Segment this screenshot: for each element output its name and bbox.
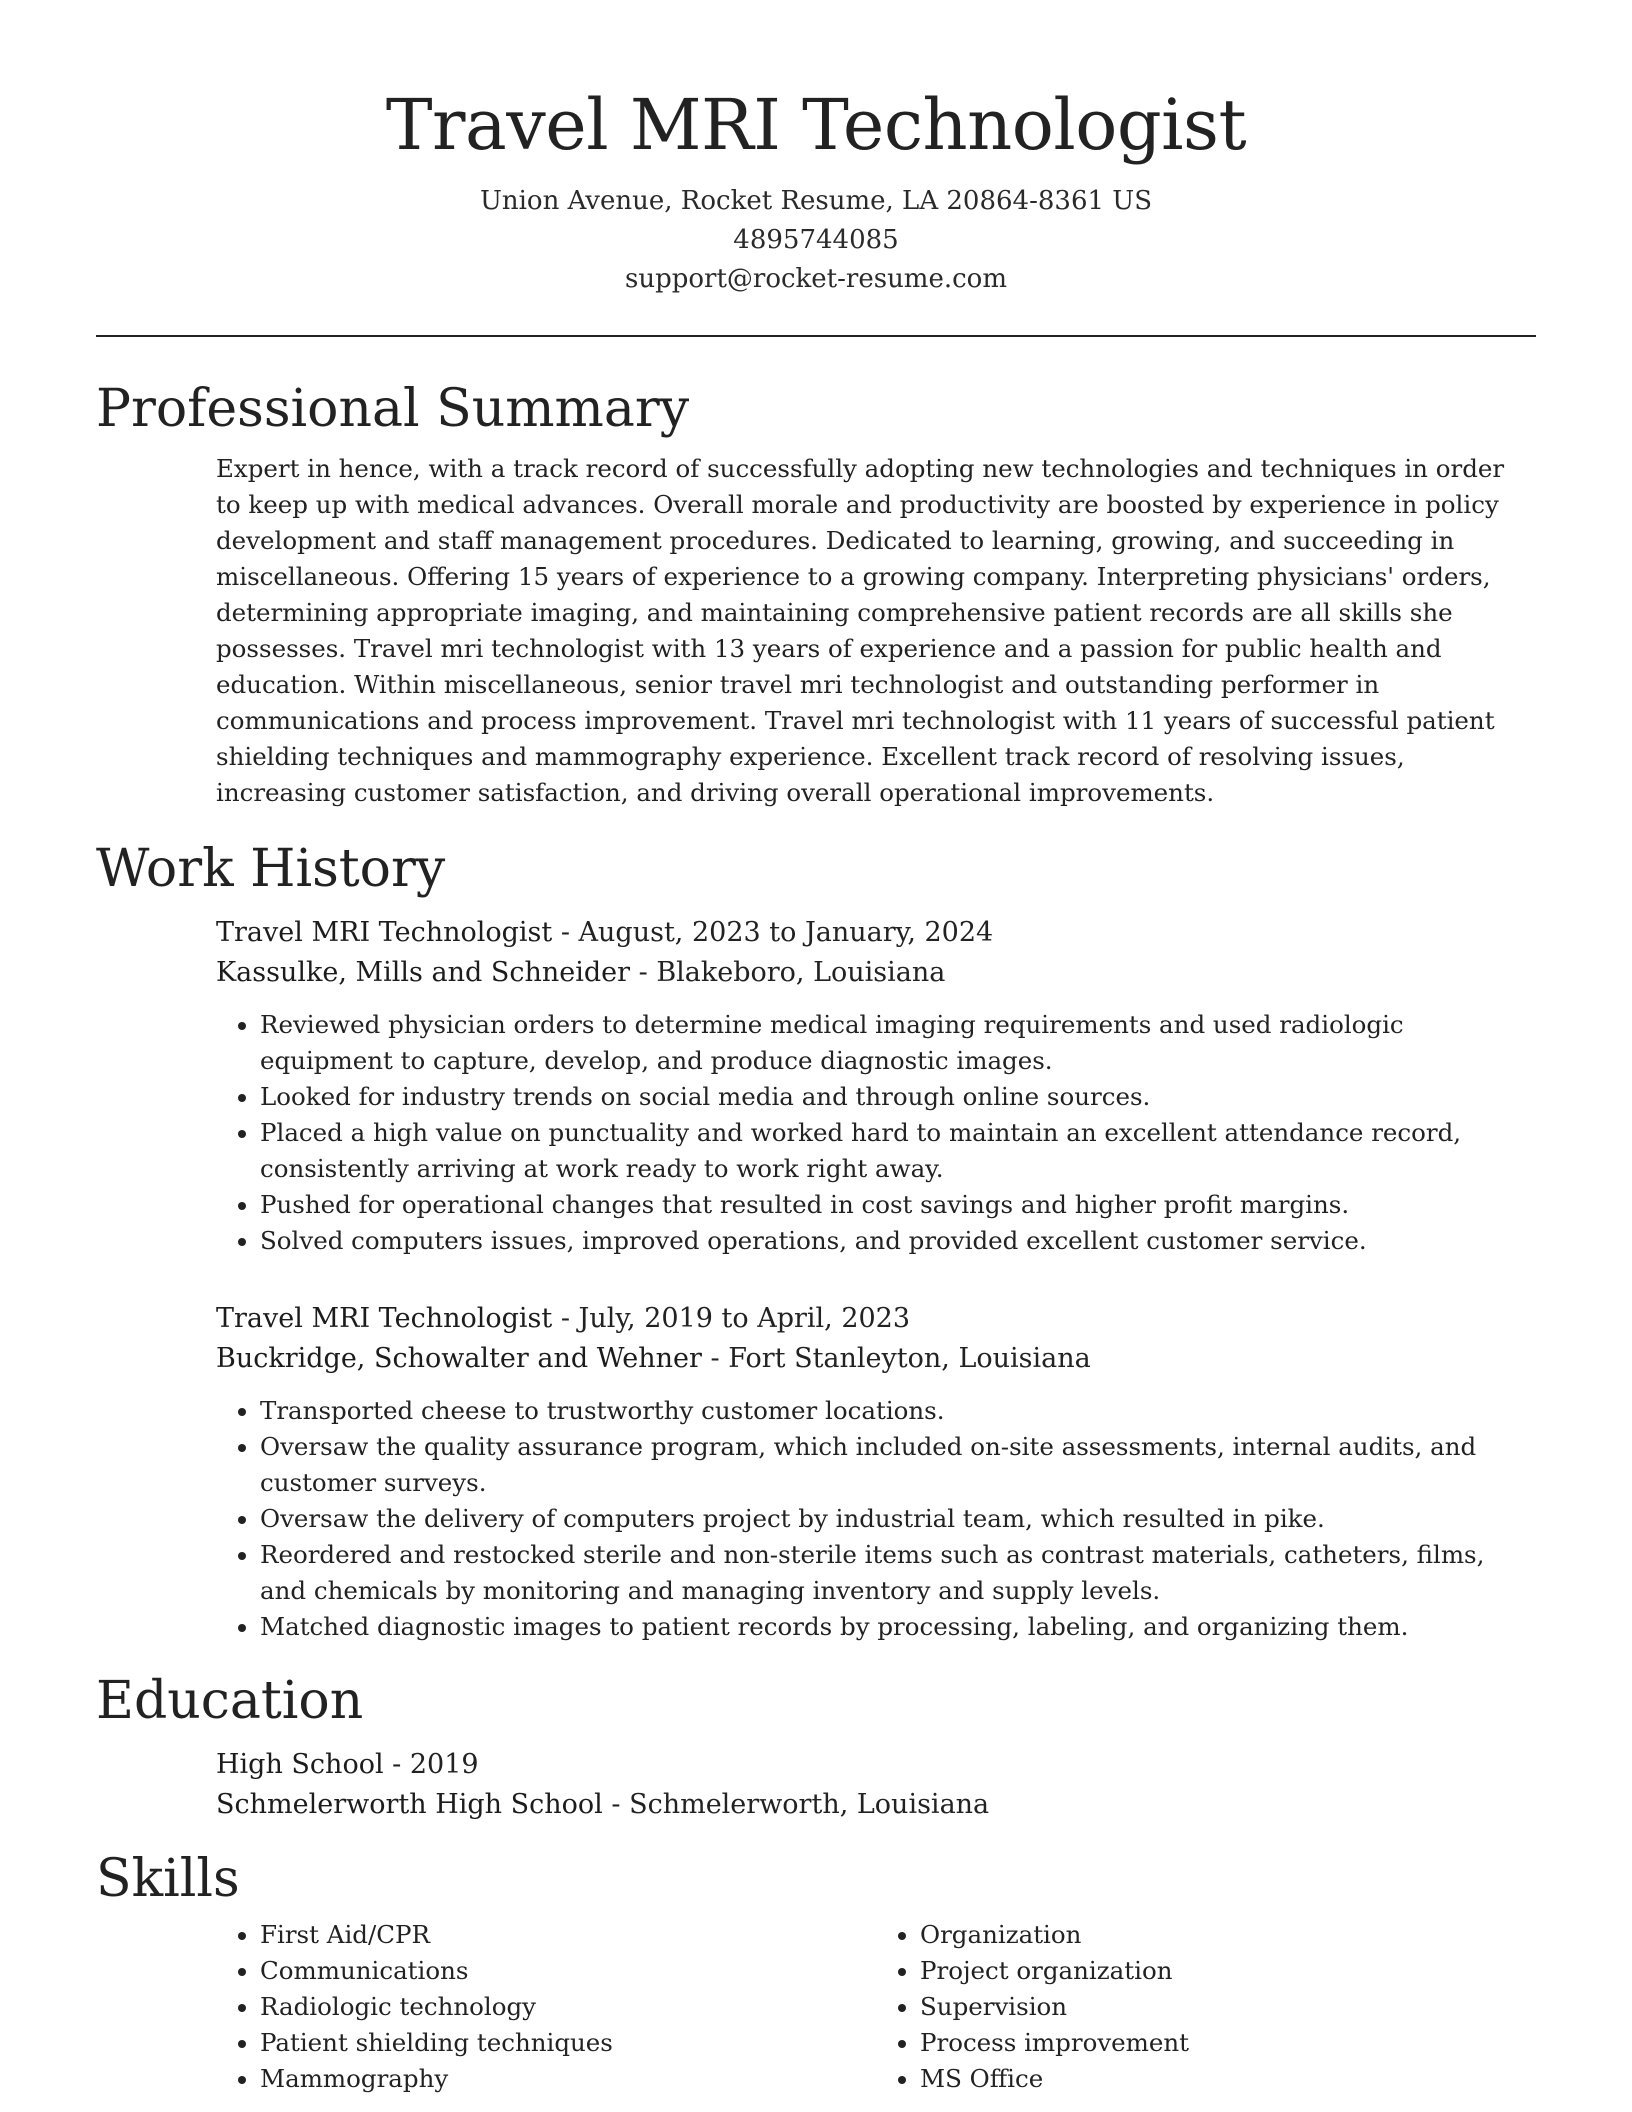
job-dates: - July, 2019 to April, 2023	[552, 1303, 911, 1334]
job-bullet: • Oversaw the delivery of computers project by industrial team, which resulted in pike.	[260, 1501, 1536, 1537]
job-role: Travel MRI Technologist	[216, 1303, 553, 1334]
education-entry	[216, 1745, 1536, 1825]
skill-item: • Mammography	[260, 2061, 876, 2097]
job-location: - Fort Stanleyton, Louisiana	[701, 1343, 1091, 1374]
skills-heading: Skills	[96, 1849, 240, 1909]
education-location: - Schmelerworth, Louisiana	[602, 1789, 990, 1820]
job-bullet: • Placed a high value on punctuality and worked hard to maintain an excellent attendance record, consistently arriving at work ready to work right away.	[260, 1115, 1536, 1187]
job-bullet: • Reviewed physician orders to determine medical imaging requirements and used radiologic equipment to capture, develop, and produce diagnostic images.	[260, 1007, 1536, 1079]
skills-column-right	[876, 1917, 1536, 2097]
job-entry	[216, 1299, 1536, 1645]
skill-item: • Process improvement	[920, 2025, 1536, 2061]
skills-column-left	[216, 1917, 876, 2097]
job-entry	[216, 913, 1536, 1259]
work-history-body	[216, 913, 1536, 1645]
education-degree: High School	[216, 1749, 384, 1780]
education-body	[216, 1745, 1536, 1825]
contact-address: Union Avenue, Rocket Resume, LA 20864-8361 US	[479, 186, 1153, 216]
education-degree-line	[216, 1745, 1536, 1785]
job-bullet: • Reordered and restocked sterile and non-sterile items such as contrast materials, catheters, films, and chemicals by monitoring and managing inventory and supply levels.	[260, 1537, 1536, 1609]
resume-header	[96, 0, 1536, 299]
education-year: - 2019	[383, 1749, 479, 1780]
job-location: - Blakeboro, Louisiana	[630, 957, 946, 988]
job-bullet: • Solved computers issues, improved operations, and provided excellent customer service.	[260, 1223, 1536, 1259]
summary-section	[96, 377, 1536, 811]
contact-email: support@rocket-resume.com	[624, 264, 1007, 294]
job-company-line	[216, 1339, 1536, 1379]
skills-grid	[216, 1917, 1536, 2097]
summary-text: Expert in hence, with a track record of successfully adopting new technologies and techniques in order to keep up with medical advances. Overall morale and productivity are boosted by experience in policy development and staff management procedures. Dedicated to learning, growing, and succeeding in miscellaneous. Offering 15 years of experience to a growing company. Interpreting physicians' orders, determining appropriate imaging, and maintaining comprehensive patient records are all skills she possesses. Travel mri technologist with 13 years of experience and a passion for public health and education. Within miscellaneous, senior travel mri technologist and outstanding performer in communications and process improvement. Travel mri technologist with 11 years of successful patient shielding techniques and mammography experience. Excellent track record of resolving issues, increasing customer satisfaction, and driving overall operational improvements.	[216, 454, 1505, 807]
job-company-line	[216, 953, 1536, 993]
candidate-name: Travel MRI Technologist	[385, 84, 1247, 166]
job-bullet: • Looked for industry trends on social media and through online sources.	[260, 1079, 1536, 1115]
job-dates: - August, 2023 to January, 2024	[552, 917, 994, 948]
contact-phone: 4895744085	[733, 225, 899, 255]
work-history-heading: Work History	[96, 839, 446, 899]
job-bullet: • Oversaw the quality assurance program, which included on-site assessments, internal audits, and customer surveys.	[260, 1429, 1536, 1501]
skill-item: • Communications	[260, 1953, 876, 1989]
job-bullet: • Matched diagnostic images to patient records by processing, labeling, and organizing them.	[260, 1609, 1536, 1645]
skill-item: • Organization	[920, 1917, 1536, 1953]
job-company: Buckridge, Schowalter and Wehner	[216, 1343, 702, 1374]
job-bullets	[216, 1007, 1536, 1259]
work-history-section	[96, 837, 1536, 1645]
education-heading: Education	[96, 1671, 364, 1731]
job-title-line	[216, 1299, 1536, 1339]
summary-body	[216, 451, 1536, 811]
job-bullet: • Pushed for operational changes that resulted in cost savings and higher profit margins.	[260, 1187, 1536, 1223]
job-role: Travel MRI Technologist	[216, 917, 553, 948]
contact-block	[96, 182, 1536, 299]
skill-item: • Radiologic technology	[260, 1989, 876, 2025]
skills-section	[96, 1847, 1536, 2097]
job-bullet: • Transported cheese to trustworthy customer locations.	[260, 1393, 1536, 1429]
education-school: Schmelerworth High School	[216, 1789, 603, 1820]
skill-item: • First Aid/CPR	[260, 1917, 876, 1953]
job-title-line	[216, 913, 1536, 953]
header-divider	[96, 335, 1536, 337]
job-company: Kassulke, Mills and Schneider	[216, 957, 631, 988]
education-school-line	[216, 1785, 1536, 1825]
skill-item: • MS Office	[920, 2061, 1536, 2097]
skill-item: • Supervision	[920, 1989, 1536, 2025]
summary-heading: Professional Summary	[96, 379, 690, 439]
skill-item: • Patient shielding techniques	[260, 2025, 876, 2061]
job-bullets	[216, 1393, 1536, 1645]
skill-item: • Project organization	[920, 1953, 1536, 1989]
skills-body	[216, 1917, 1536, 2097]
resume-page	[96, 0, 1536, 2097]
education-section	[96, 1669, 1536, 1825]
